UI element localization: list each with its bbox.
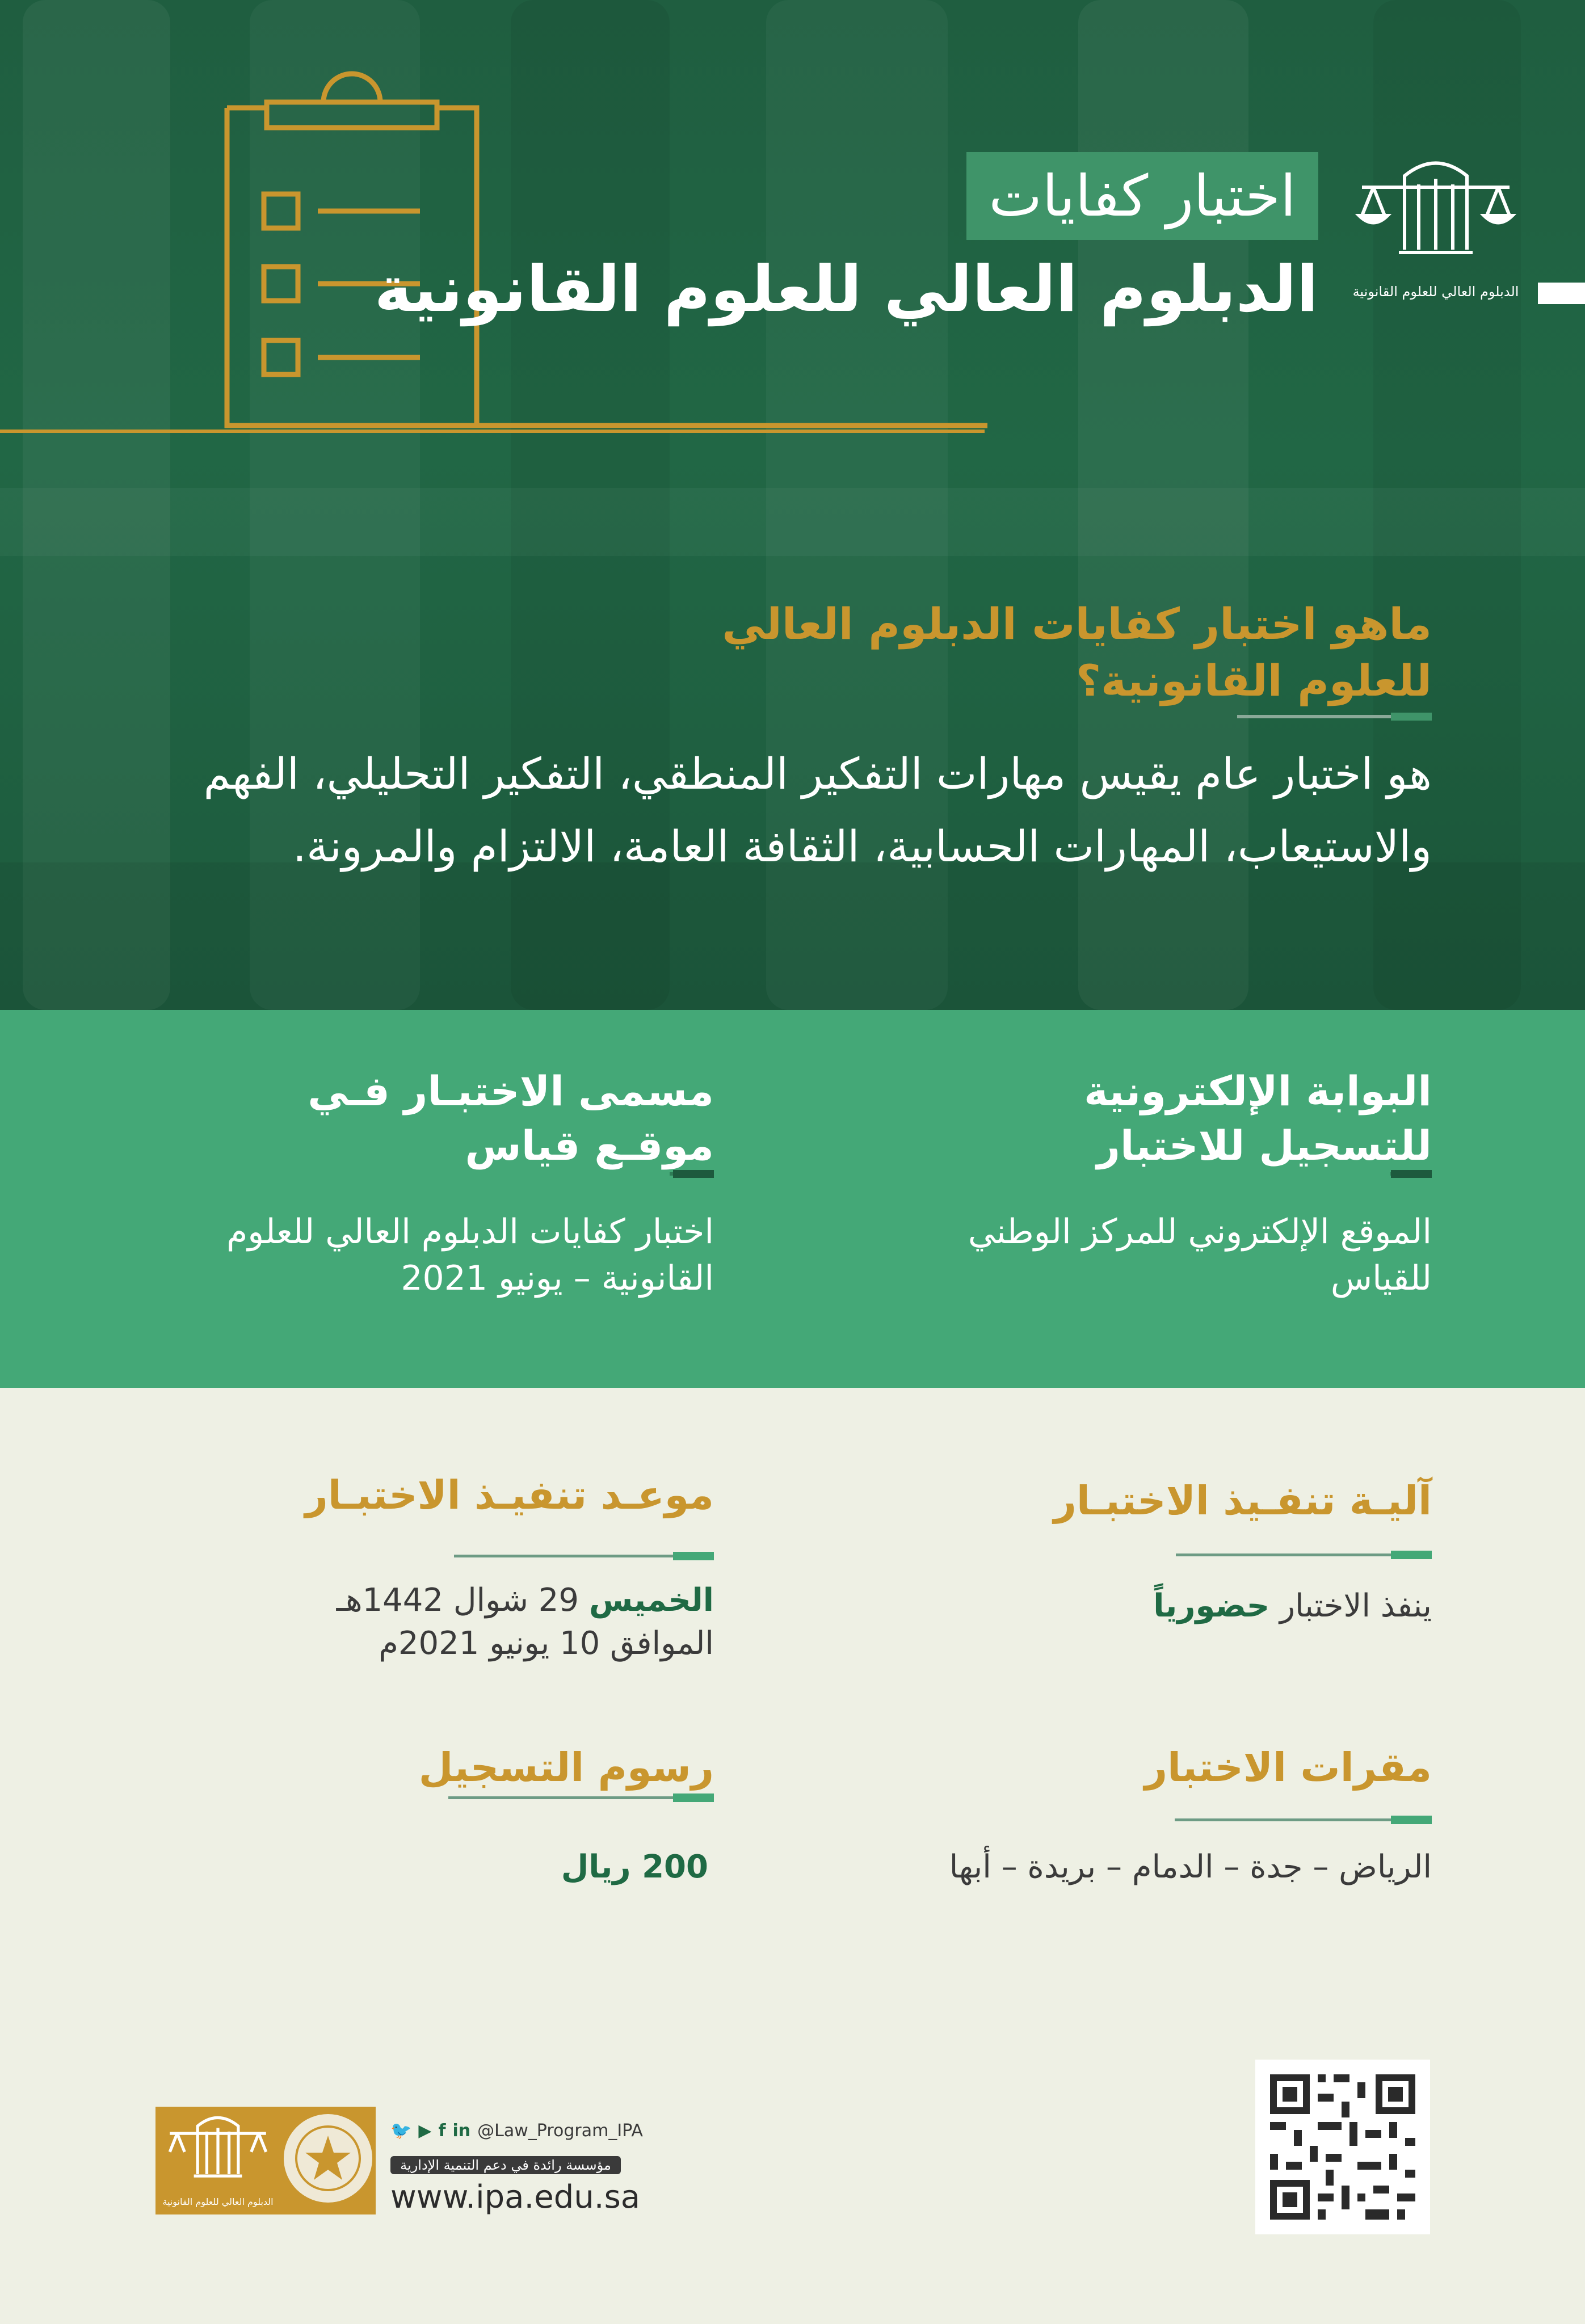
qr-code[interactable] bbox=[1255, 2060, 1430, 2234]
portal-title: البوابة الإلكترونية للتسجيل للاختبار bbox=[1084, 1067, 1432, 1169]
fees-title: رسوم التسجيل bbox=[418, 1744, 714, 1791]
mechanism-text bbox=[1153, 1583, 1432, 1630]
date-title: موعـد تنفيـذ الاختبـار bbox=[305, 1472, 714, 1518]
footer-logo-caption: الدبلوم العالي للعلوم القانونية bbox=[162, 2196, 274, 2207]
title-label-box: اختبار كفايات bbox=[966, 152, 1318, 240]
test-name-text: اختبار كفايات الدبلوم العالي للعلوم القانونية – يونيو 2021 bbox=[226, 1212, 714, 1298]
test-name-divider bbox=[670, 1172, 714, 1176]
ipa-star-icon bbox=[284, 2114, 372, 2203]
ipa-tagline-badge: مؤسسة رائدة في دعم التنمية الإدارية bbox=[390, 2156, 621, 2174]
white-side-tab bbox=[1538, 283, 1585, 304]
portal-text: الموقع الإلكتروني للمركز الوطني للقياس bbox=[968, 1212, 1432, 1298]
date-divider bbox=[454, 1555, 714, 1557]
fees-text bbox=[561, 1844, 708, 1891]
mechanism-mode: حضورياً bbox=[1153, 1588, 1270, 1624]
fees-divider bbox=[448, 1796, 714, 1799]
mechanism-prefix: ينفذ الاختبار bbox=[1279, 1588, 1432, 1624]
date-line-2: الموافق 10 يونيو 2021م bbox=[379, 1625, 714, 1662]
date-hijri: 29 شوال 1442هـ bbox=[336, 1582, 579, 1619]
social-handle-row bbox=[390, 2115, 643, 2147]
law-program-logo bbox=[1351, 153, 1521, 284]
fees-amount: 200 ريال bbox=[561, 1849, 708, 1885]
social-handle[interactable]: @Law_Program_IPA bbox=[477, 2121, 643, 2141]
mechanism-title: آليـة تنفـيذ الاختبـار bbox=[1053, 1477, 1432, 1524]
date-line-1 bbox=[337, 1577, 714, 1624]
page-title: الدبلوم العالي للعلوم القانونية bbox=[374, 252, 1318, 326]
intro-answer: هو اختبار عام يقيس مهارات التفكير المنطقي، التفكير التحليلي، الفهم والاستيعاب، المهارات الحسابية، الثقافة العامة، الالتزام والمرونة. bbox=[203, 748, 1432, 872]
facebook-icon[interactable]: f bbox=[438, 2121, 446, 2141]
logo-caption: الدبلوم العالي للعلوم القانونية bbox=[1352, 284, 1519, 300]
hero-section bbox=[0, 0, 1585, 1010]
intro-question: ماهو اختبار كفايات الدبلوم العالي للعلوم القانونية؟ bbox=[722, 599, 1432, 706]
centers-divider bbox=[1175, 1818, 1432, 1821]
test-name-title: مسمى الاختبـار فـي موقـع قياس bbox=[308, 1067, 714, 1169]
twitter-icon[interactable]: 🐦 bbox=[390, 2121, 412, 2141]
centers-text: الرياض – جدة – الدمام – بريدة – أبها bbox=[949, 1849, 1432, 1885]
youtube-icon[interactable]: ▶ bbox=[418, 2121, 432, 2141]
ipa-seal-logo bbox=[280, 2111, 376, 2206]
linkedin-icon[interactable]: in bbox=[452, 2121, 471, 2141]
info-band bbox=[0, 1010, 1585, 1388]
intro-divider bbox=[1237, 715, 1432, 718]
bg-column-base bbox=[0, 862, 1585, 1010]
portal-divider bbox=[1390, 1172, 1432, 1176]
law-program-logo-small bbox=[161, 2111, 275, 2196]
qr-code-icon bbox=[1255, 2060, 1430, 2234]
bg-column-base bbox=[0, 488, 1585, 556]
centers-title: مقرات الاختبار bbox=[1144, 1744, 1432, 1791]
ipa-website-link[interactable]: www.ipa.edu.sa bbox=[390, 2179, 641, 2216]
mechanism-divider bbox=[1176, 1553, 1432, 1556]
date-day: الخميس bbox=[588, 1582, 714, 1619]
